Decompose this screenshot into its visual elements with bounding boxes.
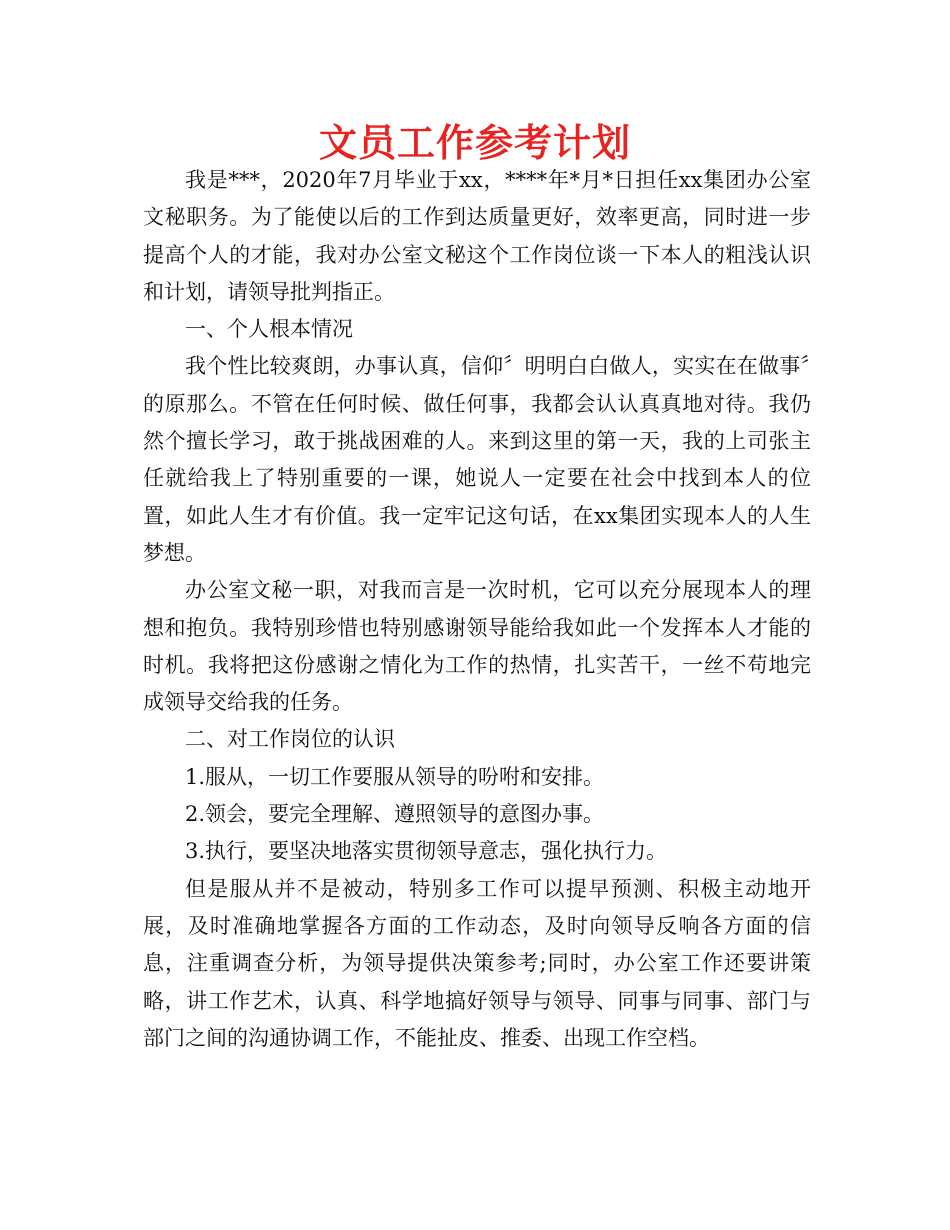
- paragraph-opportunity: 办公室文秘一职，对我而言是一次时机，它可以充分展现本人的理想和抱负。我特别珍惜也特别感谢领导能给我如此一个发挥本人才能的时机。我将把这份感谢之情化为工作的热情，扎实苦干，一丝不苟地完成领导交给我的任务。: [143, 578, 811, 715]
- paragraph-proactive: 但是服从并不是被动，特别多工作可以提早预测、积极主动地开展，及时准确地掌握各方面的工作动态，及时向领导反响各方面的信息，注重调查分析，为领导提供决策参考;同时，办公室工作还要讲策略，讲工作艺术，认真、科学地搞好领导与领导、同事与同事、部门与部门之间的沟通协调工作，不能扯皮、推委、出现工作空档。: [143, 876, 811, 1050]
- list-item-comprehend: 2.领会，要完全理解、遵照领导的意图办事。: [185, 802, 605, 827]
- paragraph-personality: 我个性比较爽朗，办事认真，信仰〞明明白白做人，实实在在做事〞的原那么。不管在任何时候、做任何事，我都会认认真真地对待。我仍然个擅长学习，敢于挑战困难的人。来到这里的第一天，我的上司张主任就给我上了特别重要的一课，她说人一定要在社会中找到本人的位置，如此人生才有价值。我一定牢记这句话，在xx集团实现本人的人生梦想。: [143, 354, 811, 565]
- list-item-execute: 3.执行，要坚决地落实贯彻领导意志，强化执行力。: [185, 839, 668, 864]
- document-body: [143, 162, 811, 1057]
- list-item-obey: 1.服从，一切工作要服从领导的吩咐和安排。: [185, 764, 605, 789]
- section-heading-personal: 一、个人根本情况: [185, 317, 353, 342]
- document-title: 文员工作参考计划: [318, 121, 631, 165]
- section-heading-job-understanding: 二、对工作岗位的认识: [185, 727, 395, 752]
- paragraph-intro: 我是***，2020年7月毕业于xx，****年*月*日担任xx集团办公室文秘职务。为了能使以后的工作到达质量更好，效率更高，同时进一步提高个人的才能，我对办公室文秘这个工作岗位谈一下本人的粗浅认识和计划，请领导批判指正。: [143, 168, 811, 304]
